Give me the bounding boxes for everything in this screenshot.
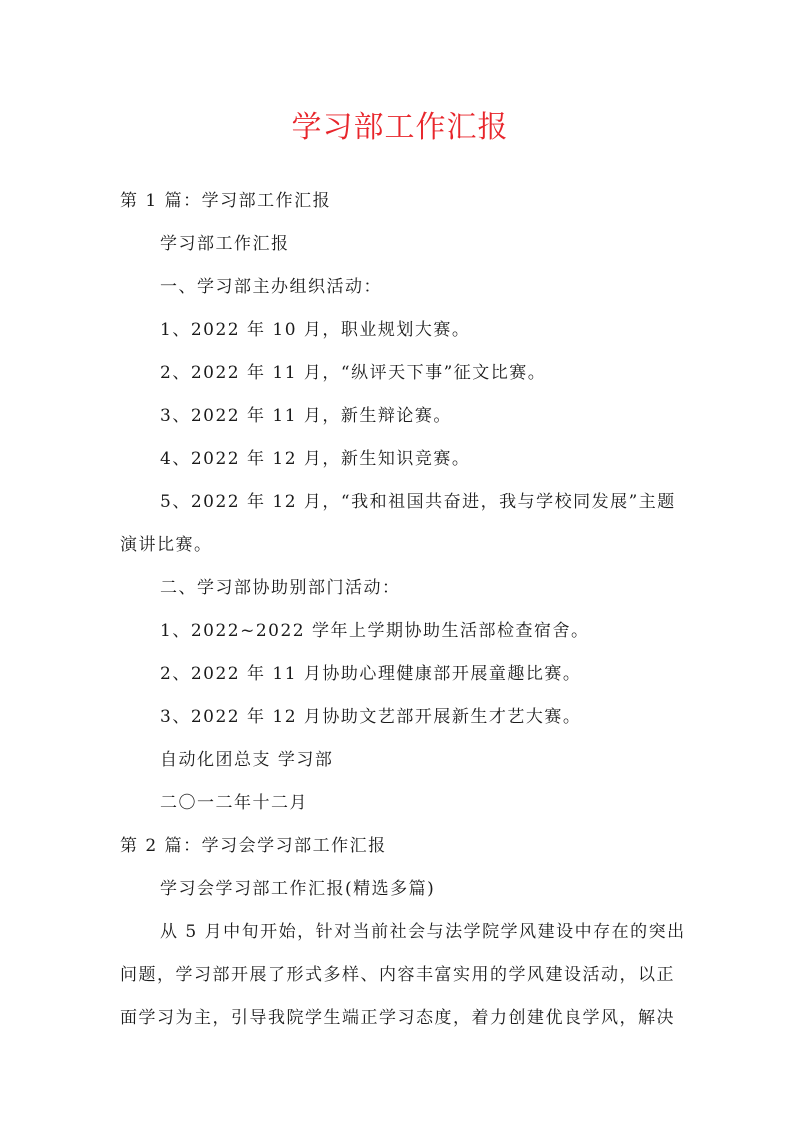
- paragraph-subtitle: 学习会学习部工作汇报(精选多篇): [160, 879, 436, 899]
- list-item: 2、2022 年 11 月协助心理健康部开展童趣比赛。: [160, 664, 582, 684]
- section-heading-2: 第 2 篇：学习会学习部工作汇报: [120, 836, 387, 856]
- list-item: 1、2022~2022 学年上学期协助生活部检查宿舍。: [160, 621, 590, 641]
- signature-date: 二〇一二年十二月: [160, 793, 308, 813]
- body-paragraph-line: 问题，学习部开展了形式多样、内容丰富实用的学风建设活动，以正: [120, 965, 675, 985]
- list-item-continuation: 演讲比赛。: [120, 535, 213, 555]
- list-item: 3、2022 年 11 月，新生辩论赛。: [160, 406, 452, 426]
- document-title: 学习部工作汇报: [291, 110, 509, 145]
- paragraph-subtitle: 学习部工作汇报: [160, 234, 290, 254]
- list-item: 5、2022 年 12 月，“我和祖国共奋进，我与学校同发展”主题: [160, 492, 676, 512]
- list-heading-hosted: 一、学习部主办组织活动：: [160, 277, 382, 297]
- list-heading-assisted: 二、学习部协助别部门活动：: [160, 578, 401, 598]
- list-item: 3、2022 年 12 月协助文艺部开展新生才艺大赛。: [160, 707, 582, 727]
- body-paragraph-line: 面学习为主，引导我院学生端正学习态度，着力创建优良学风，解决: [120, 1008, 675, 1028]
- body-paragraph-line: 从 5 月中旬开始，针对当前社会与法学院学风建设中存在的突出: [160, 922, 686, 942]
- section-heading-1: 第 1 篇：学习部工作汇报: [120, 191, 332, 211]
- signature-organization: 自动化团总支 学习部: [160, 750, 334, 770]
- list-item: 2、2022 年 11 月，“纵评天下事”征文比赛。: [160, 363, 547, 383]
- list-item: 4、2022 年 12 月，新生知识竞赛。: [160, 449, 471, 469]
- list-item: 1、2022 年 10 月，职业规划大赛。: [160, 320, 471, 340]
